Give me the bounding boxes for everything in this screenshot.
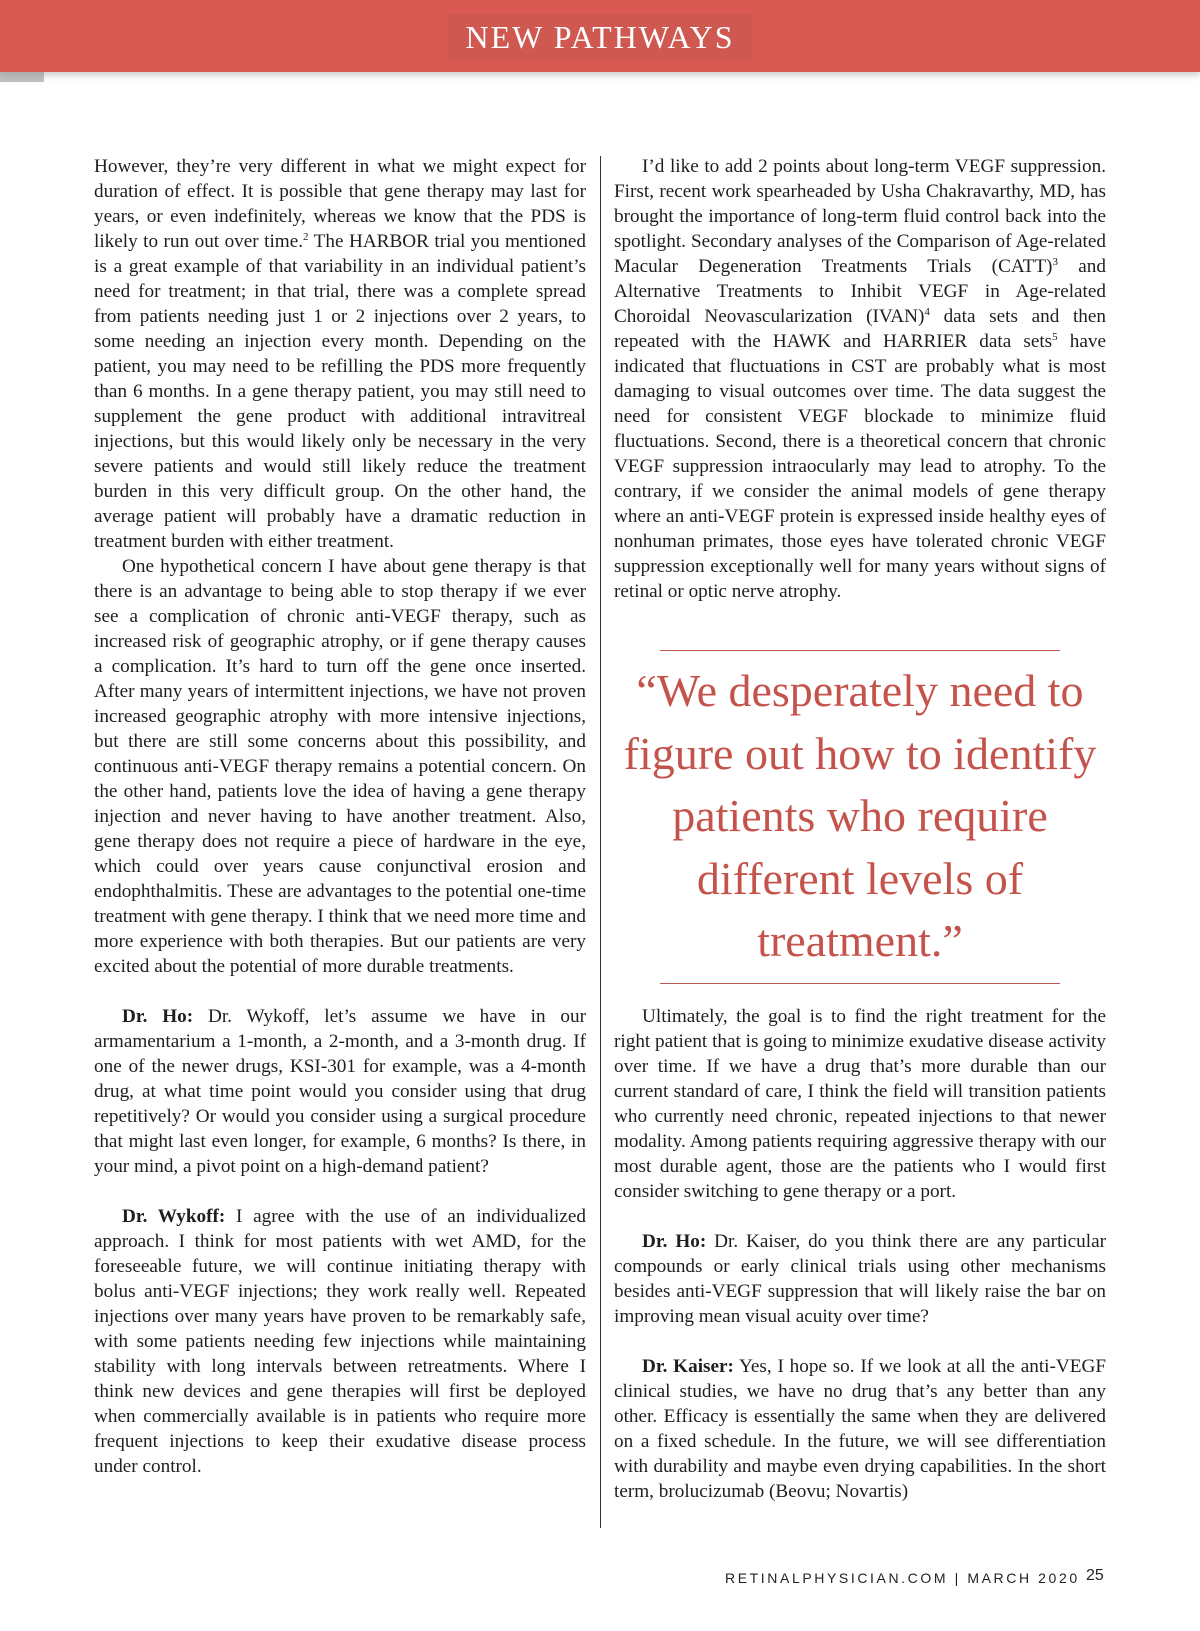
column-divider: [600, 156, 601, 1528]
right-paragraph-4: Dr. Kaiser: Yes, I hope so. If we look at all the anti-VEGF clinical studies, we have no drug that’s any better than any other. Efficacy is essentially the same when they are delivered on a fixed schedule. In the future, we will see differentiation with durability and maybe even drying capabilities. In the short term, brolucizumab (Beovu; Novartis): [614, 1356, 1106, 1502]
pull-quote: “We desperately need to figure out how to identify patients who require different levels of treatment.”: [623, 665, 1097, 966]
footer-site-date: RETINALPHYSICIAN.COM | MARCH 2020: [725, 1570, 1080, 1586]
pull-quote-rule-top: [660, 650, 1060, 651]
pull-quote-rule-bottom: [660, 983, 1060, 984]
left-column: [94, 154, 586, 1479]
section-title: NEW PATHWAYS: [448, 14, 752, 60]
left-paragraph-3: Dr. Ho: Dr. Wykoff, let’s assume we have in our armamentarium a 1-month, a 2-month, and a 3-month drug. If one of the newer drugs, KSI-301 for example, was a 4-month drug, at what time point would you consider using that drug repetitively? Or would you consider using a surgical procedure that might last even longer, for example, 6 months? Is there, in your mind, a pivot point on a high-demand patient?: [94, 1006, 586, 1177]
header-shadow-tab: [0, 72, 44, 82]
right-paragraph-2: Ultimately, the goal is to find the right treatment for the right patient that is going to minimize exudative disease activity over time. If we have a drug that’s more durable than our current standard of care, I think the field will transition patients who currently need chronic, repeated injections to that newer modality. Among patients requiring aggressive therapy with our most durable agent, those are the patients who I would first consider switching to gene therapy or a port.: [614, 1006, 1106, 1202]
right-paragraph-3: Dr. Ho: Dr. Kaiser, do you think there are any particular compounds or early clinical trials using other mechanisms besides anti-VEGF suppression that will likely raise the bar on improving mean visual acuity over time?: [614, 1231, 1106, 1327]
right-column-lower: [614, 1004, 1106, 1504]
left-paragraph-1: However, they’re very different in what we might expect for duration of effect. It is possible that gene therapy may last for years, or even indefinitely, whereas we know that the PDS is likely to run out over time.$^2$ The HARBOR trial you mentioned is a great example of that variability in an individual patient’s need for treatment; in that trial, there was a complete spread from patients needing just 1 or 2 injections over 2 years, to some needing an injection every month. Depending on the patient, you may need to be refilling the PDS more frequently than 6 months. In a gene therapy patient, you may still need to supplement the gene product with additional intravitreal injections, but this would likely only be necessary in the very severe patients and would still likely reduce the treatment burden in this very difficult group. On the other hand, the average patient will probably have a dramatic reduction in treatment burden with either treatment.: [94, 156, 586, 552]
right-paragraph-1: I’d like to add 2 points about long-term VEGF suppression. First, recent work spearheaded by Usha Chakravarthy, MD, has brought the importance of long-term fluid control back into the spotlight. Secondary analyses of the Comparison of Age-related Macular Degeneration Treatments Trials (CATT)$^3$ and Alternative Treatments to Inhibit VEGF in Age-related Choroidal Neovascularization (IVAN)$^4$ data sets and then repeated with the HAWK and HARRIER data sets$^5$ have indicated that fluctuations in CST are probably what is most damaging to visual outcomes over time. The data suggest the need for consistent VEGF blockade to minimize fluid fluctuations. Second, there is a theoretical concern that chronic VEGF suppression intraocularly may lead to atrophy. To the contrary, if we consider the animal models of gene therapy where an anti-VEGF protein is expressed inside healthy eyes of nonhuman primates, those eyes have tolerated chronic VEGF suppression exceptionally well for many years without signs of retinal or optic nerve atrophy.: [614, 156, 1107, 602]
speaker-label: Dr. Wykoff:: [122, 1206, 226, 1227]
speaker-label: Dr. Ho:: [122, 1006, 194, 1027]
reference-2: 2: [303, 231, 309, 243]
left-paragraph-4: Dr. Wykoff: I agree with the use of an individualized approach. I think for most patients with wet AMD, for the foreseeable future, we will continue initiating therapy with bolus anti-VEGF injections; they work really well. Repeated injections over many years have proven to be remarkably safe, with some patients needing few injections while maintaining stability with long intervals between retreatments. Where I think new devices and gene therapies will first be deployed when commercially available is in patients who require more frequent injections to keep their exudative disease process under control.: [94, 1206, 586, 1477]
page-number: 25: [1086, 1567, 1104, 1584]
left-paragraph-2: One hypothetical concern I have about gene therapy is that there is an advantage to being able to stop therapy if we ever see a complication of chronic anti-VEGF therapy, such as increased risk of geographic atrophy, or if gene therapy causes a complication. It’s hard to turn off the gene once inserted. After many years of intermittent injections, we have not proven increased geographic atrophy with more intensive injections, but there are still some concerns about this possibility, and continuous anti-VEGF therapy remains a potential concern. On the other hand, patients love the idea of having a gene therapy injection and never having to have another treatment. Also, gene therapy does not require a piece of hardware in the eye, which could over years cause conjunctival erosion and endophthalmitis. These are advantages to the potential one-time treatment with gene therapy. I think that we need more time and more experience with both therapies. But our patients are very excited about the potential of more durable treatments.: [94, 556, 586, 977]
reference-5: 5: [1052, 331, 1058, 343]
reference-4: 4: [924, 306, 930, 318]
speaker-label: Dr. Ho:: [642, 1231, 707, 1252]
reference-3: 3: [1052, 256, 1058, 268]
speaker-label: Dr. Kaiser:: [642, 1356, 734, 1377]
right-column: [614, 154, 1106, 604]
